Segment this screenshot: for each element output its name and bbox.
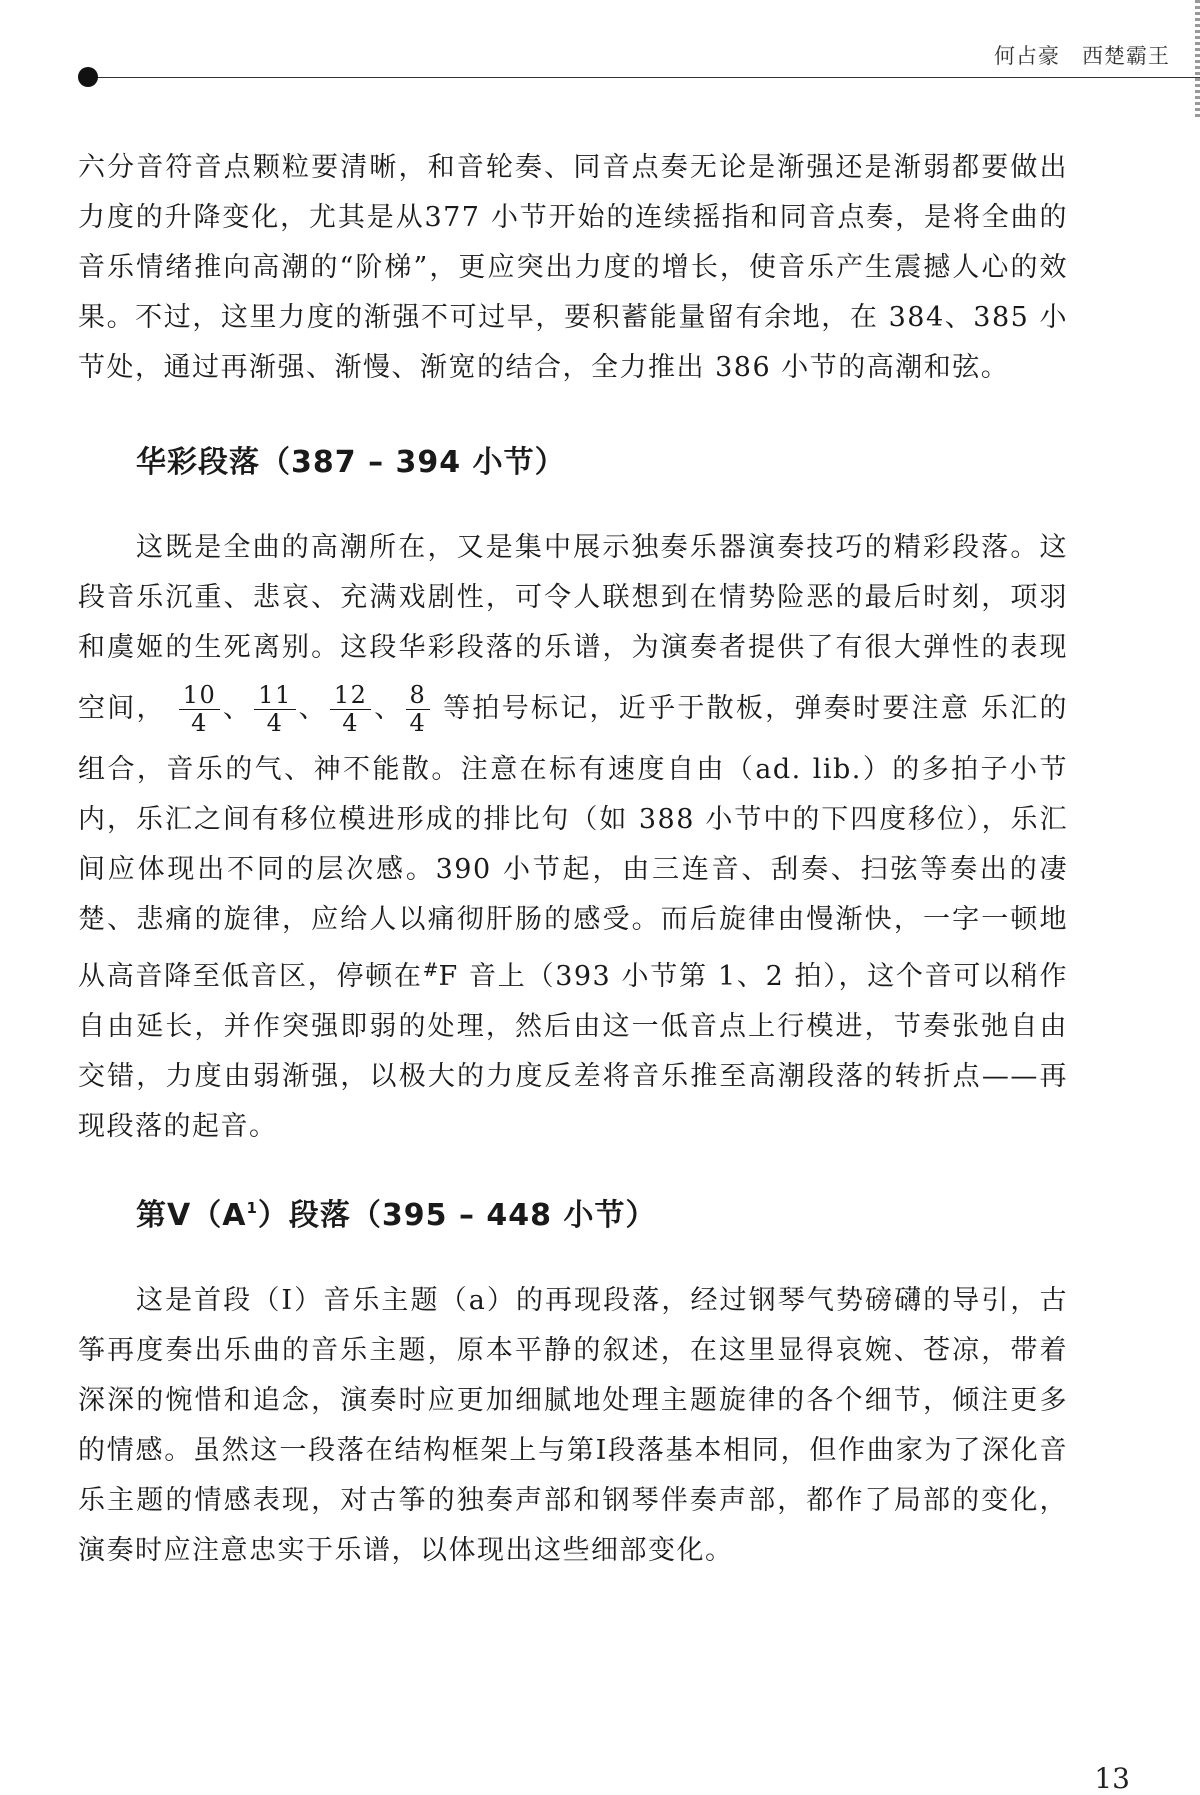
paragraph-cadenza bbox=[78, 523, 1068, 1152]
page-number: 13 bbox=[1094, 1762, 1130, 1795]
time-signature-fraction: $\frac{10}{4}$ bbox=[179, 682, 221, 737]
running-header: 何占豪 西楚霸王 bbox=[994, 44, 1170, 68]
paragraph-text: 这既是全曲的高潮所在，又是集中展示独奏乐器演奏技巧的精彩段落。这段音乐沉重、悲哀、充满戏剧性，可令人联想到在情势险恶的最后时刻，项羽和虞姬的生死离别。这段华彩段落的乐谱，为演奏者提供了有很大弹性的表现空间， bbox=[78, 532, 1068, 724]
time-signatures: $\frac{10}{4}$ 、 $\frac{11}{4}$ 、 $\frac{12}{4}$ 、 $\frac{8}{4}$ bbox=[177, 693, 443, 724]
sharp-sign: # bbox=[422, 959, 439, 981]
section-heading-cadenza: 华彩段落（387 – 394 小节） bbox=[136, 445, 566, 480]
page-body bbox=[78, 143, 1068, 1576]
page-edge-scan bbox=[1195, 0, 1200, 120]
header-bullet-dot bbox=[78, 67, 98, 87]
time-signature-fraction: $\frac{8}{4}$ bbox=[406, 682, 431, 737]
header-rule bbox=[88, 77, 1200, 78]
paragraph-reprise: 这是首段（Ⅰ）音乐主题（a）的再现段落，经过钢琴气势磅礴的导引，古筝再度奏出乐曲的音乐主题，原本平静的叙述，在这里显得哀婉、苍凉，带着深深的惋惜和追念，演奏时应更加细腻地处理主题旋律的各个细节，倾注更多的情感。虽然这一段落在结构框架上与第Ⅰ段落基本相同，但作曲家为了深化音乐主题的情感表现，对古筝的独奏声部和钢琴伴奏声部，都作了局部的变化，演奏时应注意忠实于乐谱，以体现出这些细部变化。 bbox=[78, 1285, 1068, 1566]
paragraph-text: F 音上（393 小节第 1、2 拍），这个音可以稍作自由延长，并作突强即弱的处理，然后由这一低音点上行模进，节奏张弛自由交错，力度由弱渐强，以极大的力度反差将音乐推至高潮段落的转折点——再现段落的起音。 bbox=[78, 961, 1068, 1142]
section-heading-reprise: 第$Ⅴ(A^1)$段落（395 – 448 小节） bbox=[136, 1198, 657, 1233]
paragraph-text: 等拍号标记，近乎于散板，弹奏时要注意 bbox=[443, 693, 971, 724]
time-signature-fraction: $\frac{11}{4}$ bbox=[254, 682, 296, 737]
time-signature-fraction: $\frac{12}{4}$ bbox=[330, 682, 372, 737]
paragraph-text: 乐汇的组合，音乐的气、神不能散。注意在标有速度自由（ad. lib.）的多拍子小节内，乐汇之间有移位模进形成的排比句（如 388 小节中的下四度移位），乐汇间应体现出不同的层次感。390 小节起，由三连音、刮奏、扫弦等奏出的凄楚、悲痛的旋律，应给人以痛彻肝肠的感受。而后旋律由慢渐快，一字一顿地从高音降至低音区，停顿在 bbox=[78, 693, 1069, 992]
paragraph-continued: 六分音符音点颗粒要清晰，和音轮奏、同音点奏无论是渐强还是渐弱都要做出力度的升降变化，尤其是从377 小节开始的连续摇指和同音点奏，是将全曲的音乐情绪推向高潮的“阶梯”，更应突出力度的增长，使音乐产生震撼人心的效果。不过，这里力度的渐强不可过早，要积蓄能量留有余地，在 384、385 小节处，通过再渐强、渐慢、渐宽的结合，全力推出 386 小节的高潮和弦。 bbox=[78, 152, 1068, 383]
